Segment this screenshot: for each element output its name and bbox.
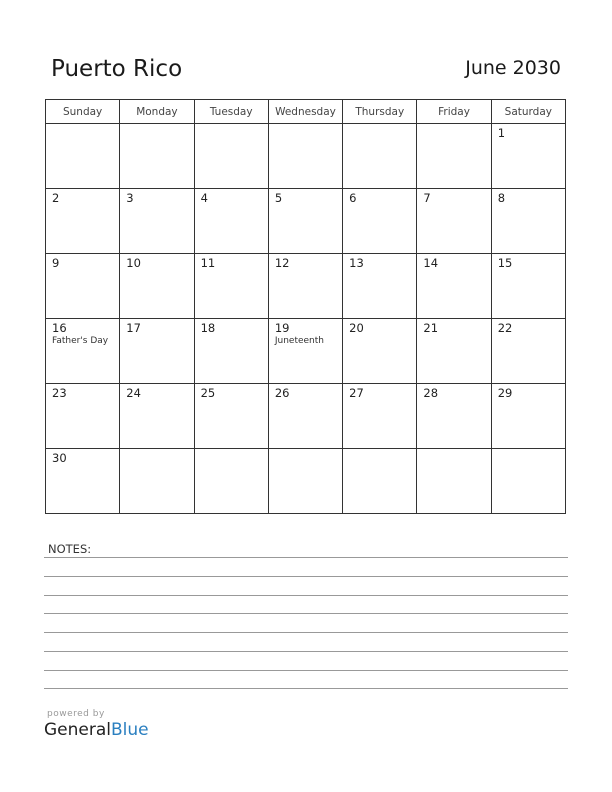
day-cell bbox=[491, 254, 565, 319]
weekday-friday: Friday bbox=[417, 100, 491, 124]
day-cell bbox=[343, 189, 417, 254]
note-line bbox=[44, 557, 568, 558]
day-number: 20 bbox=[349, 321, 364, 335]
day-number: 1 bbox=[497, 126, 506, 140]
day-number bbox=[120, 449, 193, 451]
day-number: 11 bbox=[200, 256, 216, 270]
holiday-label: Father's Day bbox=[52, 336, 109, 346]
day-cell bbox=[491, 319, 565, 384]
day-number: 30 bbox=[52, 451, 67, 465]
day-cell bbox=[417, 189, 491, 254]
day-number: 17 bbox=[126, 321, 141, 335]
week-row bbox=[46, 124, 566, 189]
day-number: 7 bbox=[423, 191, 431, 205]
day-number: 8 bbox=[497, 191, 506, 205]
day-number: 22 bbox=[497, 321, 513, 335]
day-cell bbox=[491, 449, 565, 514]
month-title: June 2030 bbox=[465, 57, 561, 79]
day-cell bbox=[46, 124, 120, 189]
day-number bbox=[46, 124, 119, 126]
day-number: 26 bbox=[274, 386, 290, 400]
powered-by-text: powered by bbox=[47, 709, 105, 719]
day-number bbox=[492, 449, 565, 451]
day-number bbox=[269, 449, 342, 451]
note-line bbox=[44, 670, 568, 671]
holiday-label: Juneteenth bbox=[274, 336, 324, 346]
day-number bbox=[195, 124, 268, 126]
day-number: 18 bbox=[200, 321, 216, 335]
day-cell bbox=[417, 449, 491, 514]
day-cell bbox=[120, 124, 194, 189]
day-number: 4 bbox=[200, 191, 208, 205]
week-row bbox=[46, 189, 566, 254]
day-number: 14 bbox=[423, 256, 439, 270]
day-number: 15 bbox=[497, 256, 513, 270]
day-number: 21 bbox=[423, 321, 439, 335]
day-number: 6 bbox=[349, 191, 357, 205]
day-cell bbox=[343, 254, 417, 319]
day-number bbox=[120, 124, 193, 126]
day-cell bbox=[46, 254, 120, 319]
day-cell bbox=[120, 254, 194, 319]
note-line bbox=[44, 632, 568, 633]
day-cell bbox=[46, 189, 120, 254]
weekday-header-row bbox=[46, 100, 566, 124]
day-number bbox=[343, 449, 416, 451]
day-cell bbox=[343, 384, 417, 449]
day-cell bbox=[491, 124, 565, 189]
day-number: 12 bbox=[274, 256, 290, 270]
day-number: 5 bbox=[274, 191, 283, 205]
day-number bbox=[269, 124, 342, 126]
day-number: 13 bbox=[349, 256, 364, 270]
day-cell bbox=[268, 124, 342, 189]
note-line bbox=[44, 688, 568, 689]
day-number: 19 bbox=[274, 321, 290, 335]
brand-general: General bbox=[44, 720, 111, 740]
week-row bbox=[46, 449, 566, 514]
brand-logo[interactable] bbox=[44, 720, 149, 740]
weekday-thursday: Thursday bbox=[343, 100, 417, 124]
day-number: 3 bbox=[126, 191, 134, 205]
day-cell bbox=[343, 124, 417, 189]
day-cell bbox=[491, 189, 565, 254]
day-cell bbox=[46, 384, 120, 449]
day-cell bbox=[46, 449, 120, 514]
day-cell bbox=[120, 449, 194, 514]
day-number: 16 bbox=[52, 321, 67, 335]
day-cell bbox=[417, 319, 491, 384]
day-number: 10 bbox=[126, 256, 141, 270]
day-cell bbox=[120, 384, 194, 449]
day-cell bbox=[268, 449, 342, 514]
weekday-saturday: Saturday bbox=[491, 100, 565, 124]
day-cell bbox=[417, 254, 491, 319]
day-number: 23 bbox=[52, 386, 67, 400]
day-number: 2 bbox=[52, 191, 60, 205]
day-cell bbox=[194, 319, 268, 384]
note-line bbox=[44, 576, 568, 577]
day-cell bbox=[194, 384, 268, 449]
day-cell bbox=[268, 254, 342, 319]
day-number bbox=[343, 124, 416, 126]
day-number: 27 bbox=[349, 386, 364, 400]
notes-label: NOTES: bbox=[48, 542, 92, 556]
day-number bbox=[417, 449, 490, 451]
day-number: 29 bbox=[497, 386, 513, 400]
day-cell bbox=[120, 319, 194, 384]
day-number: 24 bbox=[126, 386, 141, 400]
day-cell bbox=[343, 319, 417, 384]
week-row bbox=[46, 254, 566, 319]
brand-blue: Blue bbox=[111, 720, 149, 740]
day-cell bbox=[491, 384, 565, 449]
day-cell bbox=[268, 384, 342, 449]
day-cell bbox=[194, 254, 268, 319]
day-number bbox=[417, 124, 490, 126]
region-title: Puerto Rico bbox=[51, 56, 183, 82]
weekday-wednesday: Wednesday bbox=[268, 100, 342, 124]
day-number bbox=[195, 449, 268, 451]
day-cell bbox=[194, 124, 268, 189]
day-cell bbox=[194, 449, 268, 514]
day-cell bbox=[343, 449, 417, 514]
day-cell bbox=[120, 189, 194, 254]
note-line bbox=[44, 595, 568, 596]
note-line bbox=[44, 651, 568, 652]
day-cell bbox=[417, 384, 491, 449]
note-line bbox=[44, 613, 568, 614]
calendar-body bbox=[46, 124, 566, 514]
week-row bbox=[46, 384, 566, 449]
day-cell bbox=[46, 319, 120, 384]
day-cell bbox=[417, 124, 491, 189]
weekday-tuesday: Tuesday bbox=[194, 100, 268, 124]
day-number: 9 bbox=[52, 256, 60, 270]
day-cell bbox=[194, 189, 268, 254]
weekday-sunday: Sunday bbox=[46, 100, 120, 124]
calendar-grid bbox=[45, 99, 566, 514]
week-row bbox=[46, 319, 566, 384]
weekday-monday: Monday bbox=[120, 100, 194, 124]
day-number: 25 bbox=[200, 386, 216, 400]
day-cell bbox=[268, 319, 342, 384]
day-cell bbox=[268, 189, 342, 254]
day-number: 28 bbox=[423, 386, 439, 400]
